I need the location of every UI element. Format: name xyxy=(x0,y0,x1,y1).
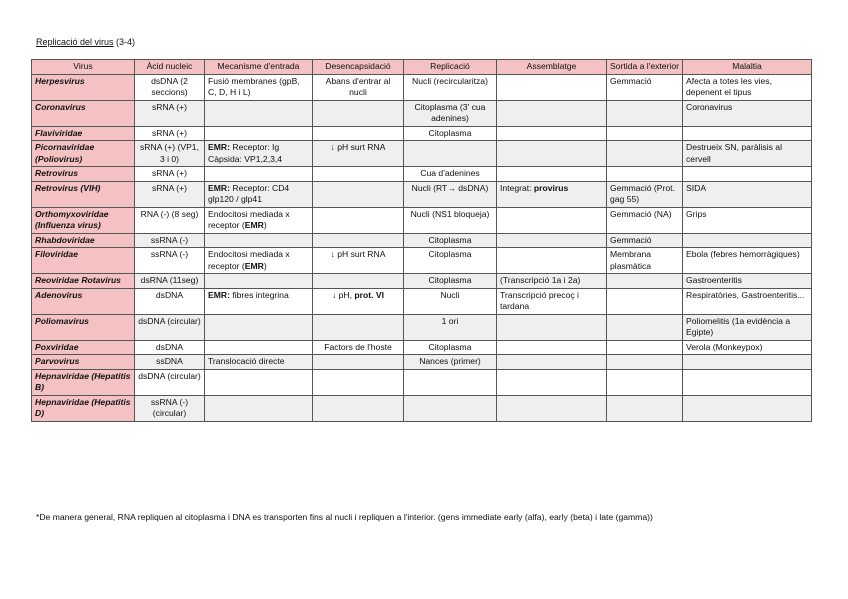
table-cell xyxy=(313,274,404,289)
column-header: Sortida a l'exterior xyxy=(607,60,683,75)
table-cell xyxy=(683,207,812,233)
cell-text: sRNA (+) xyxy=(151,168,188,178)
cell-text: Orthomyxoviridae (Influenza virus) xyxy=(35,208,109,230)
table-cell xyxy=(313,288,404,314)
table-cell xyxy=(607,395,683,421)
table-cell xyxy=(497,274,607,289)
cell-text: dsDNA (circular) xyxy=(138,370,201,381)
table-row xyxy=(32,126,812,141)
table-cell xyxy=(32,369,135,395)
cell-bold-text: provirus xyxy=(533,182,569,193)
table-cell xyxy=(135,274,205,289)
table-cell xyxy=(205,233,313,248)
table-cell xyxy=(313,74,404,100)
cell-bold-text: EMR xyxy=(244,220,264,230)
cell-text: Gemmació xyxy=(610,234,652,245)
table-cell xyxy=(313,233,404,248)
column-header: Virus xyxy=(32,60,135,75)
table-cell xyxy=(683,181,812,207)
cell-text: ↓ pH surt RNA xyxy=(330,249,386,259)
table-row xyxy=(32,141,812,167)
cell-text: dsDNA xyxy=(155,341,184,352)
cell-text: Retrovirus xyxy=(35,168,78,178)
cell-text: Nucli (recircularitza) xyxy=(412,75,488,86)
table-cell xyxy=(32,207,135,233)
cell-text: Herpesvirus xyxy=(35,75,85,86)
cell-text: dsDNA (2 seccions) xyxy=(151,75,188,97)
cell-text: Membrana plasmàtica xyxy=(610,249,652,271)
table-cell xyxy=(607,248,683,274)
table-cell xyxy=(135,248,205,274)
table-row xyxy=(32,207,812,233)
cell-text: SIDA xyxy=(686,182,707,193)
table-cell xyxy=(32,395,135,421)
table-cell xyxy=(313,100,404,126)
cell-text: Hepnaviridae (Hepatitis B) xyxy=(35,370,131,392)
table-cell xyxy=(404,74,497,100)
table-cell xyxy=(313,207,404,233)
table-cell xyxy=(683,141,812,167)
cell-text: Citoplasma xyxy=(428,127,472,138)
cell-text: Filoviridae xyxy=(35,249,78,259)
column-header: Assemblatge xyxy=(497,60,607,75)
cell-text: ssRNA (-) xyxy=(150,234,189,245)
table-cell xyxy=(497,340,607,355)
cell-text: Gastroenteritis xyxy=(686,275,742,285)
table-row xyxy=(32,274,812,289)
cell-text: Coronavirus xyxy=(35,101,86,112)
cell-text: Flaviviridae xyxy=(35,127,83,138)
cell-text: sRNA (+) xyxy=(151,127,188,138)
table-row xyxy=(32,288,812,314)
table-cell xyxy=(32,274,135,289)
table-cell xyxy=(135,233,205,248)
table-cell xyxy=(404,207,497,233)
table-cell xyxy=(404,126,497,141)
cell-bold-text: EMR: xyxy=(208,182,230,193)
table-cell xyxy=(135,207,205,233)
cell-text: Rhabdoviridae xyxy=(35,234,95,245)
table-cell xyxy=(404,233,497,248)
cell-text: Gemmació (NA) xyxy=(610,208,672,219)
table-cell xyxy=(205,248,313,274)
table-cell xyxy=(404,248,497,274)
table-cell xyxy=(32,141,135,167)
table-cell xyxy=(205,207,313,233)
cell-text: ) xyxy=(263,260,267,271)
table-cell xyxy=(32,314,135,340)
table-cell xyxy=(683,355,812,370)
cell-text: Receptor: CD4 glp120 / glp41 xyxy=(208,182,290,204)
cell-text: Reoviridae Rotavirus xyxy=(35,275,121,285)
cell-text: RNA (-) (8 seg) xyxy=(140,208,199,219)
table-row xyxy=(32,340,812,355)
table-cell xyxy=(607,369,683,395)
table-cell xyxy=(205,274,313,289)
table-row xyxy=(32,100,812,126)
cell-text: Retrovirus (VIH) xyxy=(35,182,101,193)
table-cell xyxy=(404,274,497,289)
table-row xyxy=(32,248,812,274)
cell-text: Grips xyxy=(686,208,707,219)
table-cell xyxy=(135,395,205,421)
table-cell xyxy=(607,74,683,100)
table-row xyxy=(32,395,812,421)
table-cell xyxy=(497,207,607,233)
cell-text: Transcripció precoç i tardana xyxy=(500,289,579,311)
table-cell xyxy=(497,233,607,248)
table-header-row xyxy=(32,60,812,75)
column-header: Desencapsidació xyxy=(313,60,404,75)
table-cell xyxy=(497,74,607,100)
table-cell xyxy=(135,74,205,100)
cell-text: Translocació directe xyxy=(208,356,285,366)
table-cell xyxy=(205,141,313,167)
cell-text: ↓ pH, xyxy=(331,289,355,300)
table-cell xyxy=(683,369,812,395)
table-cell xyxy=(497,141,607,167)
footnote: *De manera general, RNA repliquen al citoplasma i DNA es transporten fins al nucli i repliquen a l'interior. (gens immediate early (alfa), early (beta) i late (gamma)) xyxy=(36,512,653,522)
table-cell xyxy=(32,181,135,207)
cell-text: dsRNA (11seg) xyxy=(140,275,199,285)
cell-text: (Transcripció 1a i 2a) xyxy=(500,275,581,285)
table-cell xyxy=(497,288,607,314)
cell-text: Picornaviridae (Poliovirus) xyxy=(35,142,95,164)
table-cell xyxy=(205,395,313,421)
column-header: Malaltia xyxy=(683,60,812,75)
table-cell xyxy=(313,126,404,141)
cell-text: fibres integrina xyxy=(229,289,289,300)
table-cell xyxy=(32,233,135,248)
table-cell xyxy=(205,288,313,314)
table-cell xyxy=(607,141,683,167)
table-cell xyxy=(497,126,607,141)
table-cell xyxy=(32,74,135,100)
cell-text: Poxviridae xyxy=(35,341,79,352)
cell-text: sRNA (+) xyxy=(151,101,188,112)
cell-text: ssRNA (-) (circular) xyxy=(150,396,189,418)
cell-text: Ebola (febres hemorràgiques) xyxy=(686,249,800,259)
table-cell xyxy=(32,340,135,355)
cell-text: Cua d'adenines xyxy=(420,168,480,178)
column-header: Mecanisme d'entrada xyxy=(205,60,313,75)
table-cell xyxy=(404,288,497,314)
table-cell xyxy=(404,141,497,167)
table-cell xyxy=(404,314,497,340)
cell-bold-text: EMR: xyxy=(208,142,230,152)
table-cell xyxy=(135,314,205,340)
table-cell xyxy=(607,126,683,141)
table-cell xyxy=(497,395,607,421)
cell-text: Endocitosi mediada x receptor ( xyxy=(208,249,290,271)
cell-text: Destrueix SN, paràlisis al cervell xyxy=(686,142,782,164)
cell-text: Citoplasma xyxy=(428,234,472,245)
table-cell xyxy=(135,288,205,314)
table-cell xyxy=(497,355,607,370)
page-title xyxy=(36,37,135,47)
table-body xyxy=(32,74,812,421)
cell-text: Abans d'entrar al nucli xyxy=(325,75,391,97)
cell-text: Citoplasma xyxy=(428,249,472,259)
table-cell xyxy=(607,181,683,207)
table-cell xyxy=(497,100,607,126)
cell-text: Verola (Monkeypox) xyxy=(686,341,763,352)
table-cell xyxy=(205,314,313,340)
table-cell xyxy=(135,369,205,395)
cell-text: ) xyxy=(263,220,267,230)
table-cell xyxy=(32,355,135,370)
cell-text: Nances (primer) xyxy=(419,356,481,366)
table-cell xyxy=(607,288,683,314)
cell-text: Citoplasma xyxy=(428,341,472,352)
cell-text: 1 ori xyxy=(441,315,459,326)
cell-text: Respiratòries, Gastroenteritis... xyxy=(686,289,805,300)
table-cell xyxy=(607,233,683,248)
table-cell xyxy=(135,100,205,126)
cell-text: Poliomelitis (1a evidència a Egipte) xyxy=(686,315,791,337)
table-cell xyxy=(607,207,683,233)
table-cell xyxy=(205,74,313,100)
table-cell xyxy=(313,141,404,167)
table-cell xyxy=(497,181,607,207)
cell-text: Nucli (NS1 bloqueja) xyxy=(410,208,490,219)
table-cell xyxy=(683,74,812,100)
table-cell xyxy=(683,395,812,421)
cell-text: Parvovirus xyxy=(35,356,80,366)
title-underlined: Replicació del virus xyxy=(36,37,114,47)
cell-text: sRNA (+) (VP1, 3 i 0) xyxy=(140,142,199,164)
cell-text: Adenovirus xyxy=(35,289,83,300)
table-cell xyxy=(607,355,683,370)
cell-text: ssRNA (-) xyxy=(150,249,189,259)
cell-text: Citoplasma xyxy=(428,275,472,285)
cell-text: Nucli xyxy=(440,289,460,300)
column-header: Replicació xyxy=(404,60,497,75)
table-cell xyxy=(135,167,205,182)
table-cell xyxy=(205,369,313,395)
table-row xyxy=(32,314,812,340)
table-cell xyxy=(404,181,497,207)
column-header: Àcid nucleic xyxy=(135,60,205,75)
cell-bold-text: prot. VI xyxy=(354,289,385,300)
table-cell xyxy=(205,340,313,355)
cell-text: Receptor: Ig Càpsida: VP1,2,3,4 xyxy=(208,142,283,164)
cell-text: dsDNA (circular) xyxy=(138,315,201,326)
cell-text: dsDNA xyxy=(155,289,184,300)
cell-text: Citoplasma (3' cua adenines) xyxy=(414,101,486,123)
table-cell xyxy=(683,288,812,314)
table-row xyxy=(32,355,812,370)
table-cell xyxy=(683,340,812,355)
table-row xyxy=(32,74,812,100)
title-suffix: (3-4) xyxy=(113,37,136,47)
table-cell xyxy=(32,248,135,274)
cell-text: Fusió membranes (gpB, C, D, H i L) xyxy=(208,75,300,97)
table-row xyxy=(32,369,812,395)
table-cell xyxy=(404,369,497,395)
cell-text: sRNA (+) xyxy=(151,182,188,193)
cell-bold-text: EMR: xyxy=(208,289,230,300)
table-cell xyxy=(135,181,205,207)
cell-text: Afecta a totes les vies, depenent el tipus xyxy=(686,75,772,97)
table-cell xyxy=(683,100,812,126)
table-cell xyxy=(607,314,683,340)
table-cell xyxy=(32,126,135,141)
table-cell xyxy=(205,126,313,141)
table-cell xyxy=(135,355,205,370)
table-cell xyxy=(135,340,205,355)
table-cell xyxy=(313,395,404,421)
table-cell xyxy=(683,126,812,141)
cell-bold-text: EMR xyxy=(244,260,264,271)
table-cell xyxy=(32,288,135,314)
cell-text: ssDNA xyxy=(156,356,183,366)
table-cell xyxy=(313,340,404,355)
table-cell xyxy=(683,314,812,340)
table-cell xyxy=(404,340,497,355)
cell-text: Integrat: xyxy=(500,182,534,193)
table-cell xyxy=(313,167,404,182)
cell-text: Poliomavirus xyxy=(35,315,89,326)
table-cell xyxy=(32,167,135,182)
cell-text: Endocitosi mediada x receptor ( xyxy=(208,208,290,230)
table-cell xyxy=(607,100,683,126)
table-cell xyxy=(607,167,683,182)
table-cell xyxy=(404,167,497,182)
table-cell xyxy=(135,126,205,141)
table-cell xyxy=(607,340,683,355)
cell-text: Gemmació (Prot. gag 55) xyxy=(610,182,675,204)
table-cell xyxy=(497,314,607,340)
table-cell xyxy=(404,395,497,421)
cell-text: Gemmació xyxy=(610,75,652,86)
table-cell xyxy=(497,369,607,395)
cell-text: Hepnaviridae (Hepatitis D) xyxy=(35,396,131,418)
table-cell xyxy=(205,167,313,182)
table-cell xyxy=(32,100,135,126)
table-row xyxy=(32,181,812,207)
table-cell xyxy=(404,100,497,126)
table-cell xyxy=(683,233,812,248)
table-cell xyxy=(135,141,205,167)
table-cell xyxy=(205,100,313,126)
table-cell xyxy=(205,181,313,207)
table-cell xyxy=(497,248,607,274)
table-cell xyxy=(497,167,607,182)
table-cell xyxy=(313,314,404,340)
cell-text: Coronavirus xyxy=(686,101,733,112)
table-cell xyxy=(313,248,404,274)
table-cell xyxy=(313,181,404,207)
table-cell xyxy=(683,248,812,274)
table-cell xyxy=(205,355,313,370)
table-cell xyxy=(683,274,812,289)
table-cell xyxy=(313,355,404,370)
table-row xyxy=(32,233,812,248)
cell-text: ↓ pH surt RNA xyxy=(330,142,386,152)
cell-text: Nucli (RT→ dsDNA) xyxy=(411,182,489,193)
table-cell xyxy=(313,369,404,395)
table-cell xyxy=(683,167,812,182)
table-cell xyxy=(607,274,683,289)
table-cell xyxy=(404,355,497,370)
virus-table xyxy=(31,59,812,422)
table-row xyxy=(32,167,812,182)
cell-text: Factors de l'hoste xyxy=(324,341,392,352)
